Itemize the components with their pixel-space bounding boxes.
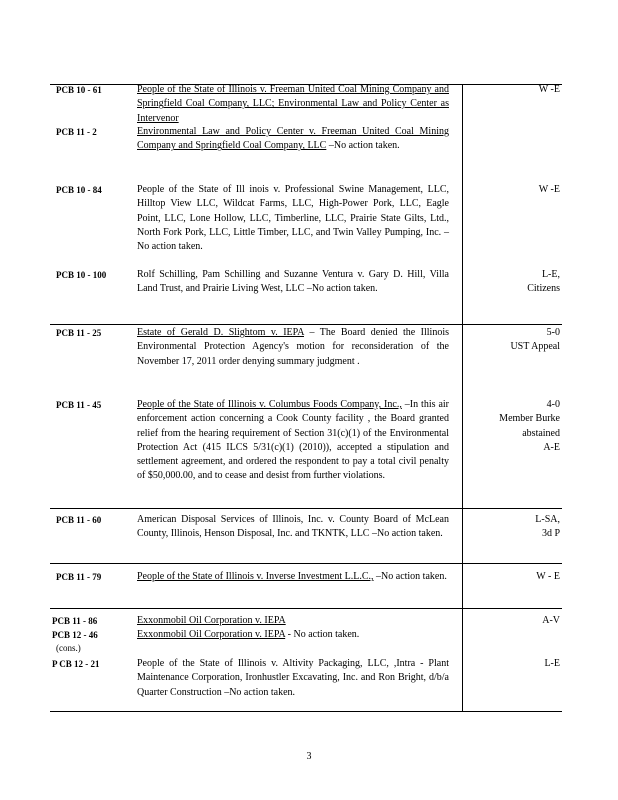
vote-line: W -E xyxy=(538,184,560,195)
case-vote xyxy=(460,183,560,197)
case-caption: People of the State of Illinois v. Inverse Investment L.L.C., xyxy=(137,571,374,582)
vote-line: 4-0 xyxy=(546,399,560,410)
case-action: –No action taken. xyxy=(326,140,400,152)
case-caption: Exxonmobil Oil Corporation v. IEPA xyxy=(137,615,286,626)
section-rule xyxy=(50,563,562,564)
case-description xyxy=(137,614,449,628)
case-description xyxy=(137,125,449,154)
case-number: PCB 10 - 61 xyxy=(56,85,102,95)
case-number: PCB 11 - 25 xyxy=(56,328,102,338)
case-description xyxy=(137,398,449,484)
case-description xyxy=(137,657,449,700)
case-caption: People of the State of Illinois v. Freeman United Coal Mining Company and Springfield Coal Company, LLC; Environmental Law and Policy Center as Intervenor xyxy=(137,84,449,124)
case-number: PCB 10 - 84 xyxy=(56,185,102,195)
case-vote xyxy=(460,657,560,671)
section-rule xyxy=(50,508,562,509)
case-action: People of the State of Ill inois v. Professional Swine Management, LLC, Hilltop View LLC, Wildcat Farms, LLC, High-Power Pork, LLC, Eagle Point, LLC, Lone Hollow, LLC, Timberline, LLC, Prairie State Gilts, Ltd., North Fork Pork, LLC, Little Timber, LLC, and Twin Valley Pumping, Inc. –No action taken. xyxy=(137,184,449,253)
case-description xyxy=(137,183,449,254)
vote-line: 5-0 xyxy=(546,327,560,338)
case-action: –In this air enforcement action concerning a Cook County facility , the Board granted relief from the hearing requirement of Section 31(c)(1) of the Environmental Protection Act (415 ILCS 5/31(c)(1) (2010)), accepted a stipulation and settlement agreement, and ordered the respondent to pay a total civil penalty of $50,000.00, and to cease and desist from further violations. xyxy=(137,399,449,482)
case-vote xyxy=(460,570,560,584)
case-description xyxy=(137,628,449,642)
vote-line: Citizens xyxy=(527,283,560,295)
section-rule xyxy=(50,608,562,609)
case-caption: Estate of Gerald D. Slightom v. IEPA xyxy=(137,327,304,338)
case-number: PCB 12 - 46 xyxy=(52,630,98,640)
case-vote xyxy=(460,268,560,297)
case-vote xyxy=(460,614,560,628)
case-number: PCB 11 - 2 xyxy=(56,127,97,137)
vote-line: W -E xyxy=(538,84,560,95)
vote-line: L-SA, xyxy=(535,514,560,525)
case-action: People of the State of Illinois v. Altivity Packaging, LLC, ,Intra - Plant Maintenance Corporation, Ironhustler Excavating, Inc. and Ron Bright, d/b/a Quarter Construction –No action taken. xyxy=(137,658,449,698)
case-number: PCB 11 - 86 xyxy=(52,616,98,626)
bottom-rule xyxy=(50,711,562,712)
case-description xyxy=(137,570,449,584)
case-action: American Disposal Services of Illinois, Inc. v. County Board of McLean County, Illinois, Henson Disposal, Inc. and TKNTK, LLC –No action taken. xyxy=(137,514,449,540)
case-action: –No action taken. xyxy=(373,571,447,582)
case-caption: Exxonmobil Oil Corporation v. IEPA xyxy=(137,629,286,640)
case-action: - No action taken. xyxy=(285,629,360,640)
vote-line: L-E xyxy=(544,658,560,669)
case-vote xyxy=(460,513,560,542)
vote-line: W - E xyxy=(536,571,560,582)
case-number: PCB 10 - 100 xyxy=(56,270,107,280)
vote-line: L-E, xyxy=(541,269,560,280)
case-number: P CB 12 - 21 xyxy=(52,659,100,669)
case-vote xyxy=(460,83,560,97)
page-number: 3 xyxy=(306,751,312,762)
case-action: Rolf Schilling, Pam Schilling and Suzanne Ventura v. Gary D. Hill, Villa Land Trust, and Prairie Living West, LLC –No action taken. xyxy=(137,269,449,295)
case-description xyxy=(137,326,449,369)
case-number: PCB 11 - 45 xyxy=(56,400,102,410)
vote-line: 3d P xyxy=(541,528,560,540)
case-action: – The Board denied the Illinois Environmental Protection Agency's motion for reconsideration of the November 17, 2011 order denying summary judgment . xyxy=(137,327,449,367)
case-description xyxy=(137,83,449,126)
case-number: PCB 11 - 60 xyxy=(56,515,102,525)
vote-line: Member Burke xyxy=(499,413,560,425)
case-vote xyxy=(460,398,560,455)
case-vote xyxy=(460,326,560,355)
case-caption: Environmental Law and Policy Center v. Freeman United Coal Mining Company and Springfield Coal Company, LLC xyxy=(137,126,449,152)
case-number: PCB 11 - 79 xyxy=(56,572,102,582)
case-number-note: (cons.) xyxy=(56,643,81,653)
case-caption: People of the State of Illinois v. Columbus Foods Company, Inc., xyxy=(137,399,402,410)
section-rule xyxy=(50,324,562,325)
vote-line: abstained xyxy=(522,427,560,439)
vote-line: A-E xyxy=(543,441,560,453)
case-description xyxy=(137,513,449,542)
vote-line: A-V xyxy=(542,615,560,626)
case-description xyxy=(137,268,449,297)
vote-line: UST Appeal xyxy=(510,341,560,353)
